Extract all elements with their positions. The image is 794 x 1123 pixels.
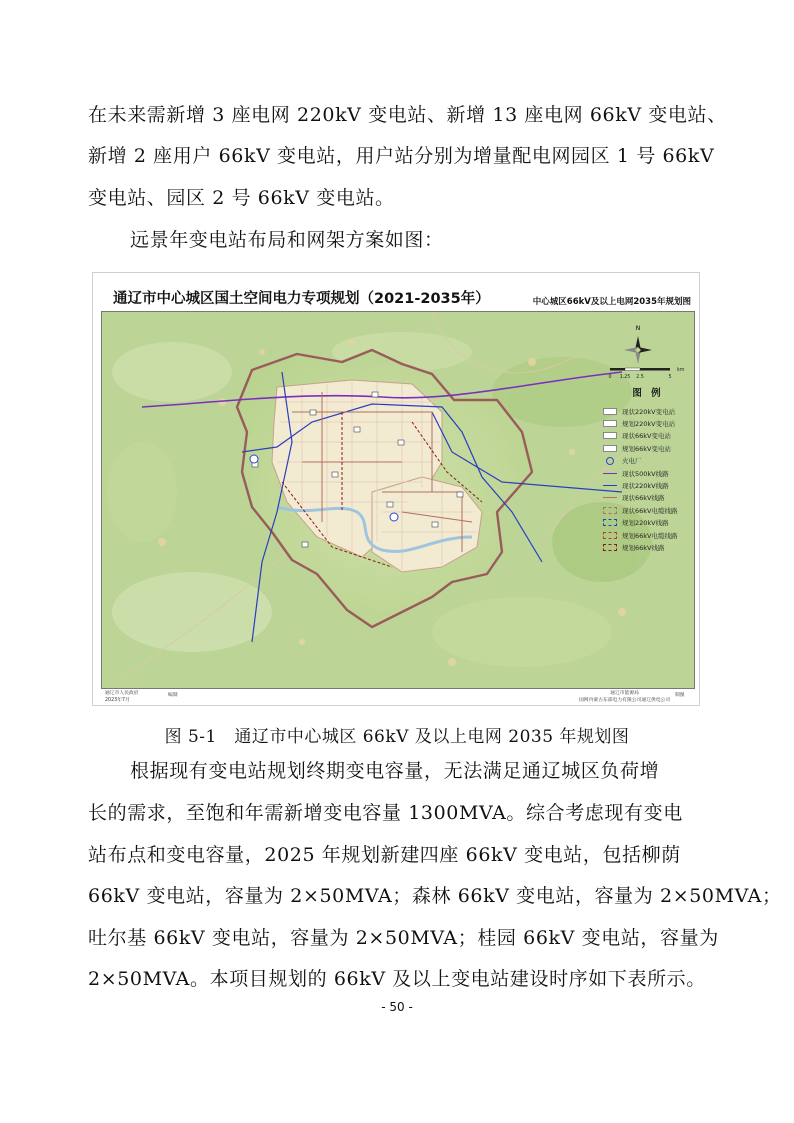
solid-line-icon [603, 497, 617, 498]
legend-item [603, 430, 693, 442]
square-outline-icon [603, 408, 617, 415]
scale-bar [610, 368, 670, 371]
map-subtitle: 中心城区66kV及以上电网2035年规划图 [532, 297, 691, 307]
legend-item [603, 467, 693, 479]
figure-caption: 图 5-1 通辽市中心城区 66kV 及以上电网 2035 年规划图 [164, 727, 630, 747]
legend-label: 规划66kV电缆线路 [622, 531, 678, 540]
footer-power-company: 国网内蒙古东部电力有限公司通辽供电公司 [579, 697, 671, 703]
legend-label: 规划66kV线路 [622, 543, 665, 552]
legend-label: 规划66kV变电站 [622, 444, 671, 453]
legend-label: 现状66kV电缆线路 [622, 506, 678, 515]
footer-drawn-label: 制图 [675, 693, 685, 698]
paragraph-1-line-2: 新增 2 座用户 66kV 变电站，用户站分别为增量配电网园区 1 号 66kV [88, 145, 715, 167]
paragraph-3-line-4: 66kV 变电站，容量为 2×50MVA；森林 66kV 变电站，容量为 2×50MVA； [88, 885, 782, 907]
dashed-line-icon [603, 507, 617, 514]
square-outline-icon [603, 445, 617, 452]
footer-compiled-label: 编制 [168, 693, 178, 698]
paragraph-1-line-3: 变电站、园区 2 号 66kV 变电站。 [88, 187, 395, 209]
map-footer-right [579, 691, 670, 704]
square-outline-icon [603, 420, 617, 427]
legend-title: 图 例 [632, 388, 664, 399]
scale-unit: km [677, 368, 685, 373]
legend-item [603, 405, 693, 417]
scale-tick: 0 [608, 375, 612, 380]
legend-item [603, 417, 693, 429]
dashed-line-icon [603, 519, 617, 526]
paragraph-1-line-1: 在未来需新增 3 座电网 220kV 变电站、新增 13 座电网 66kV 变电站、 [88, 104, 727, 126]
map-legend [603, 385, 693, 554]
power-plant-icon [250, 455, 258, 463]
paragraph-2-line-1: 远景年变电站布局和网架方案如图： [130, 229, 444, 251]
scale-tick: 5 [668, 375, 672, 380]
dashed-line-icon [603, 532, 617, 539]
scale-tick: 2.5 [636, 375, 644, 380]
legend-label: 现状220kV变电站 [622, 407, 676, 416]
legend-label: 火电厂 [622, 457, 642, 466]
legend-item [603, 492, 693, 504]
paragraph-3-line-5: 吐尔基 66kV 变电站，容量为 2×50MVA；桂园 66kV 变电站，容量为 [88, 927, 719, 949]
legend-item [603, 517, 693, 529]
solid-line-icon [603, 473, 617, 474]
legend-item [603, 541, 693, 553]
paragraph-3-line-1: 根据现有变电站规划终期变电容量，无法满足通辽城区负荷增 [130, 760, 660, 782]
solid-line-icon [603, 485, 617, 486]
legend-label: 规划220kV线路 [622, 519, 669, 528]
footer-date: 2023年7月 [105, 697, 130, 703]
footer-org: 通辽市人民政府 [105, 691, 139, 696]
square-outline-icon [603, 432, 617, 439]
legend-item [603, 455, 693, 467]
map-footer-left [105, 691, 139, 704]
legend-item [603, 442, 693, 454]
page-number: - 50 - [381, 1000, 413, 1014]
legend-item [603, 504, 693, 516]
scale-tick: 1.25 [619, 375, 631, 380]
dashed-line-icon [603, 544, 617, 551]
legend-label: 现状220kV线路 [622, 482, 669, 491]
legend-label: 现状500kV线路 [622, 469, 669, 478]
legend-label: 现状66kV变电站 [622, 432, 671, 441]
legend-item [603, 479, 693, 491]
legend-label: 规划220kV变电站 [622, 420, 676, 429]
map-title: 通辽市中心城区国土空间电力专项规划（2021-2035年） [113, 291, 490, 307]
legend-item [603, 529, 693, 541]
power-plant-icon [390, 513, 398, 521]
planning-map-figure [92, 272, 700, 706]
footer-energy-bureau: 通辽市能源局 [610, 691, 639, 696]
compass-label: N [635, 325, 641, 332]
paragraph-3-line-2: 长的需求，至饱和年需新增变电容量 1300MVA。综合考虑现有变电 [88, 802, 683, 824]
paragraph-3-line-3: 站布点和变电容量，2025 年规划新建四座 66kV 变电站，包括柳荫 [88, 844, 681, 866]
legend-label: 现状66kV线路 [622, 494, 665, 503]
paragraph-3-line-6: 2×50MVA。本项目规划的 66kV 及以上变电站建设时序如下表所示。 [88, 968, 706, 990]
power-plant-symbol-icon [606, 457, 614, 465]
